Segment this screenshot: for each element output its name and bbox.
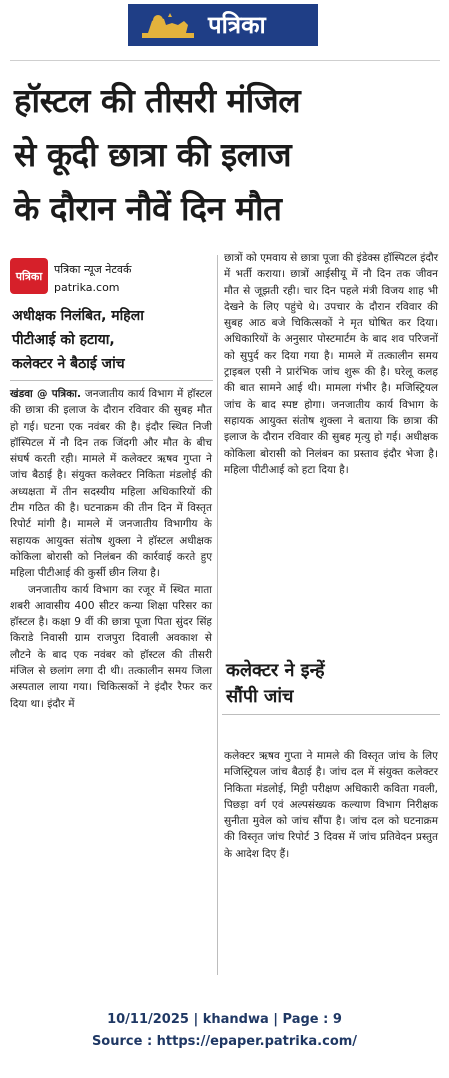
byline-network: पत्रिका न्यूज नेटवर्क — [54, 263, 132, 276]
subhead-divider — [10, 380, 213, 381]
dateline: खंडवा @ पत्रिका. — [10, 388, 81, 400]
footer-date-line: 10/11/2025 | khandwa | Page : 9 — [107, 1012, 342, 1027]
right-paragraph-2: कलेक्टर ऋषव गुप्ता ने मामले की विस्तृत जांच के लिए मजिस्ट्रियल जांच बैठाई है। जांच दल में संयुक्त कलेक्टर निकिता मंडलोई, मिट्टी परीक्षण अधिकारी कविता गवली, पिछड़ा वर्ग एवं अल्पसंख्यक कल्याण विभाग निरीक्षक सुनीता मुवेल को जांच सौंपा है। जांच दल को घटनाक्रम की विस्तृत जांच रिपोर्ट 3 दिवस में जांच प्रतिवेदन प्रस्तुत के आदेश दिए हैं। — [224, 750, 438, 860]
left-paragraph-2: जनजातीय कार्य विभाग का रजूर में स्थित माता शबरी आवासीय 400 सीटर कन्या शिक्षा परिसर का हॉस्टल है। कक्षा 9 वीं की छात्रा पूजा पिता सुंदर सिंह किराडे निवासी ग्राम राजपुरा दिवाली अवकाश से लौटने के बाद एक नवंबर को हॉस्टल की तीसरी मंजिल से छलांग लगा दी थी। तत्कालीन समय जिला अस्पताल लाया गया। चिकित्सकों ने इंदौर रैफर कर दिया था। इंदौर में — [10, 583, 212, 710]
byline-site: patrika.com — [54, 281, 120, 294]
column-divider — [217, 255, 218, 975]
left-column — [10, 386, 212, 966]
headline-line-1: हॉस्टल की तीसरी मंजिल — [14, 81, 301, 120]
headline-line-3: के दौरान नौवें दिन मौत — [14, 189, 282, 228]
top-divider — [10, 60, 440, 61]
subhead-line-1: अधीक्षक निलंबित, महिला — [12, 308, 144, 324]
subhead-line-3: कलेक्टर ने बैठाई जांच — [12, 356, 125, 372]
lion-emblem-icon — [138, 9, 198, 41]
right-subhead-line-2: सौंपी जांच — [226, 686, 294, 707]
footer-source-link[interactable]: Source : https://epaper.patrika.com/ — [91, 1034, 358, 1049]
patrika-small-logo: पत्रिका — [10, 258, 48, 294]
headline-line-2: से कूदी छात्रा की इलाज — [14, 135, 292, 174]
masthead-logo — [128, 4, 318, 46]
right-column-top — [224, 250, 438, 650]
right-subhead-line-1: कलेक्टर ने इन्हें — [226, 660, 325, 681]
right-subhead-divider — [222, 714, 440, 715]
masthead-title: पत्रिका — [208, 11, 266, 39]
right-column-bottom — [224, 748, 438, 978]
subhead-line-2: पीटीआई को हटाया, — [12, 332, 115, 348]
right-paragraph-1: छात्रों को एमवाय से छात्रा पूजा की इंडेक्स हॉस्पिटल इंदौर में भर्ती कराया। छात्रों आईसीयू में नौ दिन तक जीवन मौत से जूझती रही। चार दिन पहले मंत्री विजय शाह भी देखने के लिए पहुंचे थे। उपचार के दौरान रविवार की सुबह आठ बजे चिकित्सकों ने मृत घोषित कर दिया। अधिकारियों के अनुसार पोस्टमार्टम के बाद शव परिजनों को सुपुर्द कर दिया गया है। मामले में तत्कालीन समय ट्राइबल एसी ने प्रारंभिक जांच शुरू की है। घरेलू कलह की बात सामने आई थी। मामला गंभीर है। मजिस्ट्रियल जांच के बाद स्पष्ट होगा। जनजातीय कार्य विभाग के सहायक आयुक्त संतोष शुक्ला ने बताया कि छात्रा की इलाज के दौरान रविवार की सुबह मृत्यु हो गई। अधीक्षक कोकिला बोरासी को निलंबन का प्रस्ताव इंदौर भेजा है। महिला पीटीआई को हटा दिया है। — [224, 252, 438, 476]
left-paragraph-1: जनजातीय कार्य विभाग में हॉस्टल की छात्रा की इलाज के दौरान रविवार की सुबह मौत हो गई। घटना एक नवंबर की है। इंदौर स्थित निजी हॉस्पिटल में नौ दिन तक जिंदगी और मौत के बीच संघर्ष करती रही। मामले में कलेक्टर ऋषव गुप्ता ने जांच बैठाई है। संयुक्त कलेक्टर निकिता मंडलोई की अध्यक्षता में तीन सदस्यीय महिला अधिकारियों की टीम गठित की है। घटनाक्रम की तीन दिन में विस्तृत रिपोर्ट मांगी है। मामले में जनजातीय विभागीय के सहायक आयुक्त संतोष शुक्ला ने हॉस्टल अधीक्षक कोकिला बोरासी को निलंबन की कार्रवाई करते हुए महिला पीटीआई की कुर्सी छीन लिया है। — [10, 388, 212, 580]
